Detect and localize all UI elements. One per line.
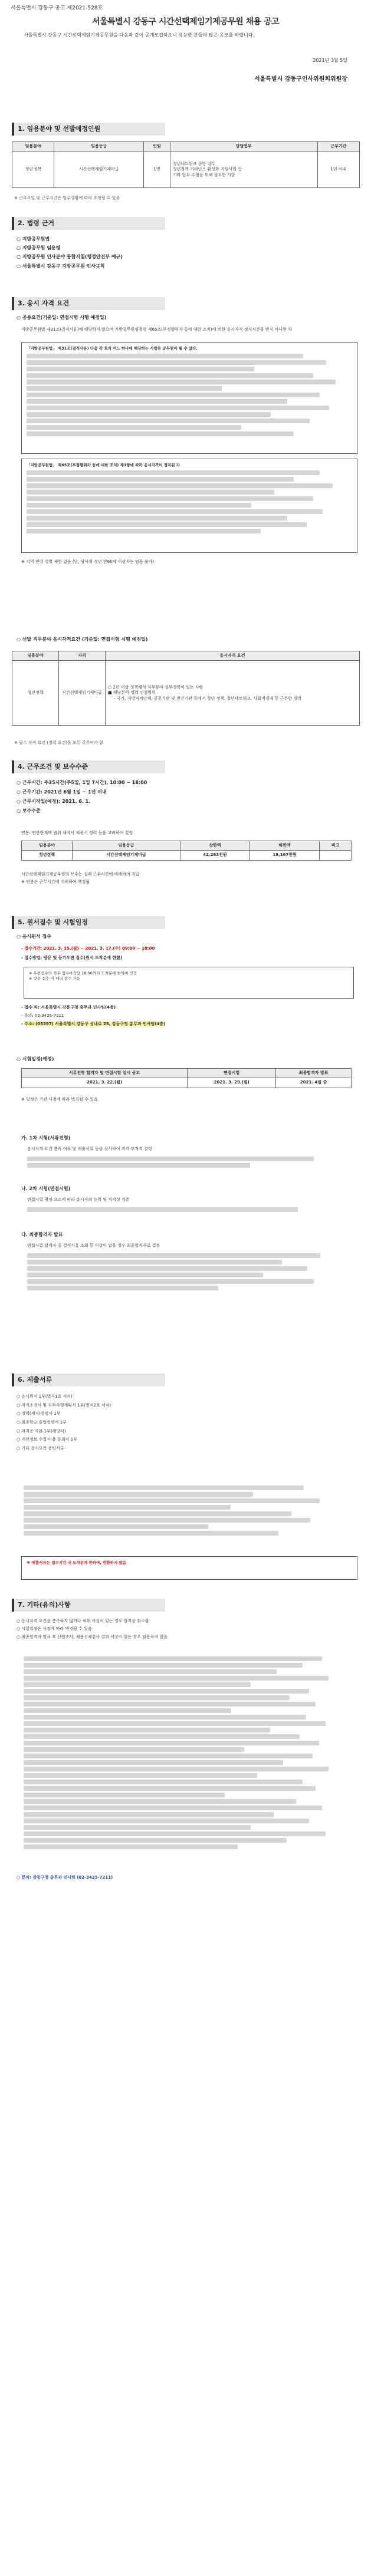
application-title: ○ 응시원서 접수 — [17, 934, 51, 939]
duty-item: 청년네트워크 운영 업무 — [172, 161, 215, 166]
application-method: - 접수방법: 방문 및 등기우편 접수(원서 도착분에 한함) — [21, 956, 123, 960]
table-header: 서류전형 합격자 및 면접시험 일시 공고 — [22, 1069, 188, 1078]
notice-date: 2021년 3월 5일 — [313, 58, 347, 63]
notice-number: 서울특별시 강동구 공고 제2021-528호 — [11, 5, 103, 11]
req-item: ■ 해당분야 경력 인정범위 — [108, 690, 156, 696]
law-item: ○ 지방공무원 임용령 — [17, 245, 61, 251]
note-line: ※ 방문 접수 시 대리 접수 가능 — [29, 976, 80, 981]
condition-item: ○ 근무기간: 2021년 6월 1일 ~ 1년 이내 — [17, 789, 107, 795]
document-item: ○ 자격증 사본 1부(해당자) — [17, 1428, 66, 1434]
table-cell: 시간선택제임기제마급 — [54, 151, 144, 188]
req-item: ○ 2년 이상 정책해석 직무분야 실무경력이 있는 사람 — [108, 684, 203, 690]
table-header: 인원 — [144, 142, 170, 151]
table-header: 근무기간 — [317, 142, 359, 151]
table-cell: 2021. 4월 중 — [276, 1078, 352, 1088]
section-1-note: ※ 근무요일 및 근무시간은 업무상황에 따라 조정될 수 있음 — [14, 196, 120, 200]
table-header: 임용분야 — [22, 841, 73, 851]
table-header: 임용분야 — [12, 142, 54, 151]
positions-table — [12, 141, 360, 188]
document-item: ○ 응시원서 1부(별지1호 서식) — [17, 1394, 73, 1399]
condition-item: ○ 보수수준 — [17, 808, 41, 813]
schedule-note: ※ 일정은 기관 사정에 따라 변경될 수 있음 — [21, 1097, 98, 1102]
remarks-list — [17, 1618, 359, 1641]
table-header: 담당업무 — [170, 142, 317, 151]
test1-title: 가. 1차 시험(서류전형) — [21, 1135, 71, 1141]
table-header: 임용등급 — [73, 841, 180, 851]
table-cell: 1명 — [144, 151, 170, 188]
table-cell: 청년정책 — [12, 151, 54, 188]
pay-foot: 시간선택제임기제공무원의 보수는 실제 근무시간에 비례하여 지급 — [21, 872, 140, 877]
common-req-desc: 지방공무원법 제31조(결격사유)에 해당하지 않으며 지방공무원임용령 제65조(부정행위자 등에 대한 조치)에 의한 응시자격 정지처분을 받지 아니한 자 — [21, 327, 292, 332]
contact-remark: ○ 문의: 강동구청 총무과 인사팀 (02-3425-7211) — [17, 1875, 113, 1880]
req-item: - 국가, 지방자치단체, 공공기관 및 민간기관 등에서 청년 정책, 청년네트워크, 사회적경제 등 근무한 경력 — [114, 696, 301, 701]
table-header: 최종합격자 발표 — [276, 1069, 352, 1078]
duty-item: 청년정책 거버넌스 활성화 지원사업 등 — [172, 167, 242, 172]
law-item: ○ 지방공무원법 — [17, 236, 50, 242]
sub-req-table — [12, 651, 360, 726]
law-item: ○ 지방공무원 인사분야 통합지침(행정안전부 예규) — [17, 254, 123, 260]
note-line: ※ 우편접수의 경우 접수마감일 18:00까지 도착분에 한하여 인정 — [29, 971, 137, 976]
application-address: - 접수 처: 서울특별시 강동구청 총무과 인사팀(4층) — [21, 1005, 116, 1010]
section-5-heading: 5. 원서접수 및 시험일정 — [12, 916, 165, 929]
penalty-box — [21, 459, 357, 553]
law-item: ○ 서울특별시 강동구 지방공무원 인사규칙 — [17, 263, 105, 269]
test1-lines — [27, 1157, 346, 1170]
pay-footnotes — [21, 871, 357, 887]
document-item: ○ 기타 응시요건 증빙서류 — [17, 1446, 64, 1451]
table-header: 면접시험 — [188, 1069, 276, 1078]
final-title: 다. 최종합격자 발표 — [21, 1232, 63, 1237]
condition-item: ○ 근무시작일(예정): 2021. 6. 1. — [17, 799, 91, 804]
document-item: ○ 개인정보 수집·이용 동의서 1부 — [17, 1437, 77, 1442]
table-header: 상한액 — [180, 841, 249, 851]
application-period: - 접수기간: 2021. 3. 15.(월) ~ 2021. 3. 17.(수) 09:00 ~ 18:00 — [21, 946, 155, 951]
documents-list — [17, 1392, 359, 1453]
remark-item: ○ 응시자격 요건을 충족하지 않거나 허위 사실이 있는 경우 합격을 취소함 — [17, 1619, 149, 1623]
document-item: ○ 자기소개서 및 직무수행계획서 1부(별지2호 서식) — [17, 1402, 111, 1408]
documents-note-box — [21, 1556, 357, 1580]
remarks-detail-lines — [24, 1656, 348, 1851]
table-cell: 시간선택제임기제마급 — [73, 851, 180, 860]
table-header: 하한액 — [250, 841, 320, 851]
section-4-heading: 4. 근무조건 및 보수수준 — [12, 760, 165, 773]
section-7-heading: 7. 기타(유의)사항 — [12, 1599, 165, 1612]
remark-item: ○ 시험일정은 사정에 따라 변경될 수 있음 — [17, 1626, 92, 1632]
document-item: ○ 최종학교 졸업증명서 1부 — [17, 1420, 67, 1425]
section-2-heading: 2. 법령 근거 — [12, 217, 165, 230]
table-cell: 청년정책 — [22, 851, 73, 860]
box-lines — [27, 470, 352, 533]
schedule-title: ○ 시험일정(예정) — [17, 1056, 54, 1062]
sub-req-title: ○ 선발 직무분야 응시자격요건 (기준일: 면접시험 시행 예정일) — [17, 637, 148, 642]
box-title: 「지방공무원법」 제65조(부정행위자 등에 대한 조치) 제1항에 따라 응시자격이 정지된 자 — [27, 463, 180, 467]
table-header: 임용분야 — [12, 651, 59, 661]
final-lines — [27, 1253, 346, 1292]
section-1-heading: 1. 임용분야 및 선발예정인원 — [12, 123, 165, 136]
extra-note: ※ 지역 연령 성별 제한 없음 (단, 당사의 정년 만60세 이상자는 임용 불가) — [21, 559, 154, 564]
table-cell: 1년 이내 — [317, 151, 359, 188]
table-cell: 2021. 3. 22.(월) — [22, 1078, 188, 1088]
common-req-title: ○ 공통요건(기준일: 면접시험 시행 예정일) — [17, 315, 107, 320]
table-header: 자격 — [59, 651, 106, 661]
table-cell: 19,167천원 — [250, 851, 320, 860]
intro-text: 서울특별시 강동구 시간선택제임기제공무원을 다음과 같이 공개모집하오니 유능한 분들의 많은 응모를 바랍니다. — [24, 32, 255, 38]
condition-item: ○ 근무시간: 주35시간(주5일, 1일 7시간), 10:00 ~ 18:00 — [17, 780, 147, 785]
section-6-heading: 6. 제출서류 — [12, 1373, 165, 1386]
documents-note: ※ 제출서류는 접수기간 내 도착분에 한하며, 반환하지 않음 — [27, 1560, 127, 1565]
box-lines — [27, 354, 352, 436]
contact-tel: - 문의: 02-3425-7211 — [21, 1013, 64, 1018]
req-cell — [106, 661, 360, 726]
test1-desc: 응시자격 요건 충족 여부 및 제출서류 등을 심사하여 적격·부적격 결정 — [27, 1147, 152, 1151]
disqualification-box — [21, 342, 357, 454]
test2-lines — [27, 1207, 346, 1214]
mail-address: - 주소: (05397) 서울특별시 강동구 성내로 25, 강동구청 총무과 인사팀(4층) — [21, 1022, 166, 1026]
sub-req-note: ※ 필수 자격 요건 (경력 요건)을 모두 갖추어야 함 — [14, 740, 103, 745]
table-cell — [320, 851, 352, 860]
table-cell: 2021. 3. 29.(월) — [188, 1078, 276, 1088]
remark-item: ○ 최종합격자 발표 후 신원조사, 채용신체검사 결과 이상이 있는 경우 임용하지 않음 — [17, 1634, 168, 1639]
table-cell: 시간선택제임기제마급 — [59, 661, 106, 726]
page-title: 서울특별시 강동구 시간선택제임기제공무원 채용 공고 — [91, 17, 280, 27]
table-cell: 청년정책 — [12, 661, 59, 726]
issuing-org: 서울특별시 강동구인사위원회위원장 — [254, 76, 347, 83]
pay-foot: ※ 연봉은 근무시간에 비례하여 책정됨 — [21, 879, 90, 884]
duties-cell — [170, 151, 317, 188]
document-item: ○ 경력(재직)증명서 1부 — [17, 1411, 61, 1417]
test2-desc: 면접시험 평정 요소에 따라 응시자의 능력 및 적격성 검증 — [27, 1197, 130, 1202]
law-list — [17, 235, 123, 271]
application-notes — [24, 967, 354, 999]
pay-note: 연봉: 연봉한계액 범위 내에서 채용시 경력 등을 고려하여 결정 — [21, 831, 133, 835]
schedule-table — [21, 1068, 352, 1088]
table-header: 비고 — [320, 841, 352, 851]
section-3-heading: 3. 응시 자격 요건 — [12, 297, 165, 310]
box-title: 「지방공무원법」 제31조(결격사유) 다음 각 호의 어느 하나에 해당하는 사람은 공무원이 될 수 없다. — [27, 346, 198, 351]
table-header: 응시자격 요건 — [106, 651, 360, 661]
final-desc: 면접시험 합격자 중 결격사유 조회 등 이상이 없을 경우 최종합격자로 결정 — [27, 1243, 160, 1248]
work-conditions — [17, 778, 359, 816]
table-header: 임용등급 — [54, 142, 144, 151]
documents-detail-lines — [24, 1485, 342, 1537]
duty-item: 기타 업무 수행을 위해 필요한 사항 — [172, 172, 235, 177]
table-cell: 42,263천원 — [180, 851, 249, 860]
pay-table — [21, 841, 352, 861]
test2-title: 나. 2차 시험(면접시험) — [21, 1186, 71, 1191]
